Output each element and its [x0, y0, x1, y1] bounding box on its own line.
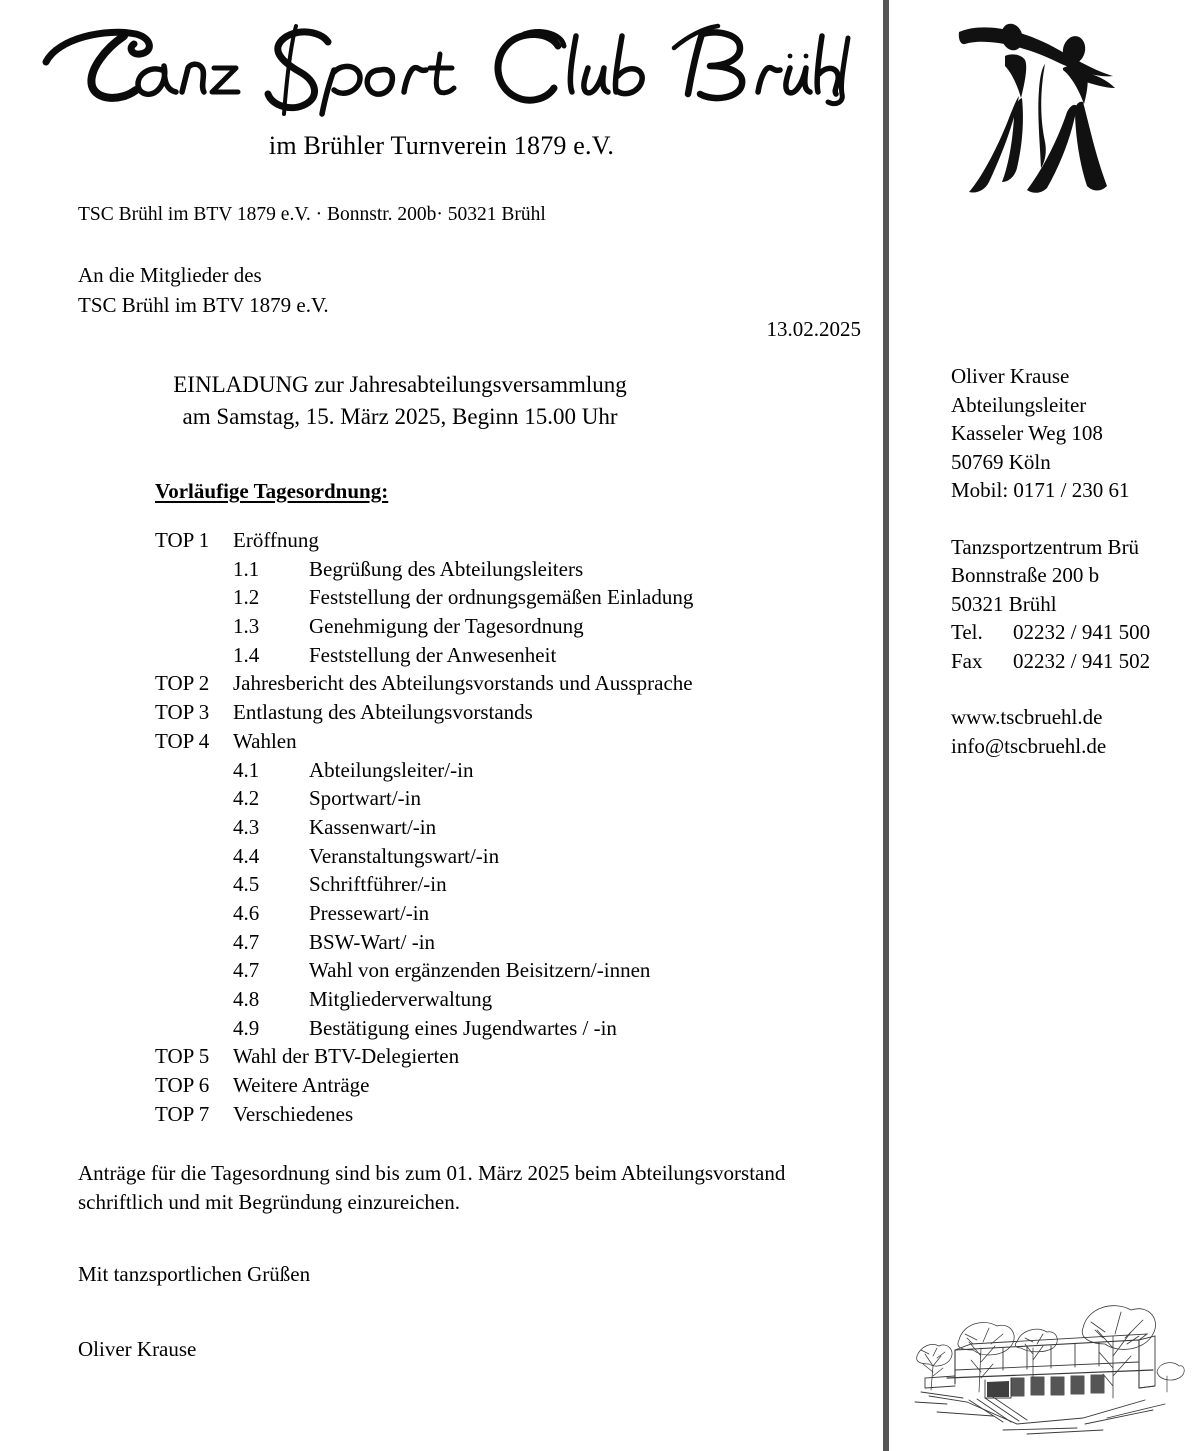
club-subtitle: im Brühler Turnverein 1879 e.V.	[268, 131, 615, 160]
agenda-sub-label: Schriftführer/-in	[309, 872, 447, 897]
agenda-top-item	[155, 1044, 855, 1073]
agenda-sub-item	[155, 815, 855, 844]
agenda-sub-item	[155, 786, 855, 815]
agenda-top-number: TOP 1	[155, 528, 210, 552]
agenda-sub-label: Bestätigung eines Jugendwartes / -in	[309, 1015, 617, 1040]
agenda-sub-number: 4.1	[233, 757, 260, 782]
telephone-label: Tel.	[951, 620, 983, 644]
contact-person-street: Kasseler Weg 108	[951, 421, 1103, 445]
dancing-couple-icon	[955, 10, 1115, 200]
agenda-sub-number: 1.4	[233, 642, 260, 667]
agenda-top-label: Entlastung des Abteilungsvorstands	[233, 700, 533, 725]
venue-street: Bonnstraße 200 b	[951, 563, 1100, 587]
sidebar-column	[889, 0, 1192, 1451]
agenda-sub-number: 4.2	[233, 786, 260, 811]
agenda-sub-label: Mitgliederverwaltung	[309, 987, 493, 1011]
agenda-sub-label: Kassenwart/-in	[309, 814, 437, 839]
agenda-top-label: Wahl der BTV-Delegierten	[233, 1044, 460, 1069]
venue-name: Tanzsportzentrum Brü	[951, 534, 1140, 559]
agenda-sub-number: 4.7	[233, 958, 260, 983]
agenda-sub-item	[155, 758, 855, 787]
contact-person-role: Abteilungsleiter	[951, 392, 1087, 417]
website-link[interactable]: www.tscbruehl.de	[951, 705, 1103, 729]
agenda-sub-label: Pressewart/-in	[309, 900, 430, 925]
email-link[interactable]: info@tscbruehl.de	[951, 733, 1107, 758]
agenda-sub-item	[155, 987, 855, 1016]
agenda-sub-number: 4.5	[233, 872, 260, 897]
agenda-sub-item	[155, 643, 855, 672]
fax-value: 02232 / 941 502	[1013, 648, 1151, 673]
agenda-sub-number: 4.9	[233, 1015, 260, 1040]
invitation-heading	[0, 369, 800, 433]
agenda-top-number: TOP 6	[155, 1073, 210, 1098]
agenda-top-label: Weitere Anträge	[233, 1073, 370, 1098]
agenda-sub-item	[155, 930, 855, 959]
agenda-sub-item	[155, 958, 855, 987]
contact-information-block	[951, 362, 1192, 760]
venue-group	[951, 533, 1192, 676]
agenda-top-item	[155, 1102, 855, 1131]
invitation-line-2: am Samstag, 15. März 2025, Beginn 15.00 Uhr	[182, 404, 618, 429]
contact-person-city: 50769 Köln	[951, 449, 1051, 474]
agenda-sub-item	[155, 614, 855, 643]
agenda-top-number: TOP 3	[155, 700, 210, 725]
telephone-value: 02232 / 941 500	[1013, 620, 1151, 644]
agenda-sub-item	[155, 872, 855, 901]
regards-line: Mit tanzsportlichen Grüßen	[78, 1262, 311, 1286]
agenda-sub-item	[155, 901, 855, 930]
agenda-top-number: TOP 4	[155, 728, 210, 753]
agenda-sub-label: Sportwart/-in	[309, 786, 421, 811]
agenda-sub-label: Veranstaltungswart/-in	[309, 843, 500, 868]
agenda-top-label: Eröffnung	[233, 528, 319, 552]
agenda-top-item	[155, 528, 855, 557]
agenda-sub-number: 4.4	[233, 843, 260, 868]
letter-date: 13.02.2025	[766, 317, 861, 341]
contact-person-name: Oliver Krause	[951, 364, 1070, 388]
venue-city: 50321 Brühl	[951, 591, 1057, 616]
venue-telephone	[951, 618, 1192, 647]
addressee-line-2: TSC Brühl im BTV 1879 e.V.	[78, 293, 329, 317]
agenda-sub-item	[155, 844, 855, 873]
agenda-sub-label: Genehmigung der Tagesordnung	[309, 614, 584, 639]
tanzsport-club-bruehl-wordmark-logo	[28, 18, 858, 118]
addressee-block	[78, 260, 329, 320]
agenda-title: Vorläufige Tagesordnung:	[155, 479, 389, 503]
agenda-sub-label: Begrüßung des Abteilungsleiters	[309, 556, 584, 581]
agenda-top-item	[155, 700, 855, 729]
contact-person-group	[951, 362, 1192, 505]
contact-person-mobile: Mobil: 0171 / 230 61	[951, 478, 1130, 502]
agenda-sub-label: Feststellung der ordnungsgemäßen Einladung	[309, 585, 694, 610]
signature-name: Oliver Krause	[78, 1337, 197, 1361]
fax-label: Fax	[951, 648, 983, 673]
agenda-sub-label: BSW-Wart/ -in	[309, 929, 436, 954]
agenda-top-item	[155, 671, 855, 700]
wordmark-script-icon	[28, 18, 858, 118]
agenda-sub-label: Wahl von ergänzenden Beisitzern/-innen	[309, 958, 651, 983]
addressee-line-1: An die Mitglieder des	[78, 263, 262, 287]
dancing-couple-silhouette-icon	[955, 10, 1115, 200]
web-group	[951, 703, 1192, 760]
agenda-list	[155, 528, 855, 1130]
venue-fax	[951, 647, 1192, 676]
agenda-sub-number: 1.3	[233, 614, 260, 639]
agenda-sub-number: 1.1	[233, 556, 260, 581]
clubhouse-line-drawing-icon	[907, 1292, 1189, 1442]
agenda-sub-item	[155, 557, 855, 586]
agenda-top-label: Verschiedenes	[233, 1101, 354, 1126]
agenda-top-number: TOP 7	[155, 1101, 210, 1126]
agenda-top-item	[155, 729, 855, 758]
invitation-line-1: EINLADUNG zur Jahresabteilungsversammlung	[173, 372, 627, 397]
agenda-sub-number: 4.8	[233, 987, 260, 1011]
clubhouse-sketch-image	[907, 1292, 1189, 1442]
agenda-top-number: TOP 2	[155, 671, 210, 696]
agenda-sub-item	[155, 1016, 855, 1045]
agenda-sub-number: 1.2	[233, 585, 260, 610]
agenda-sub-item	[155, 585, 855, 614]
agenda-top-label: Jahresbericht des Abteilungsvorstands und Aussprache	[233, 671, 693, 696]
closing-paragraph: Anträge für die Tagesordnung sind bis zum 01. März 2025 beim Abteilungsvorstand schriftlich und mit Begründung einzureichen.	[78, 1161, 786, 1214]
agenda-sub-label: Feststellung der Anwesenheit	[309, 642, 557, 667]
sender-address-line: TSC Brühl im BTV 1879 e.V. · Bonnstr. 200b· 50321 Brühl	[78, 204, 546, 225]
agenda-top-item	[155, 1073, 855, 1102]
agenda-sub-number: 4.6	[233, 900, 260, 925]
agenda-sub-number: 4.7	[233, 929, 260, 954]
agenda-sub-number: 4.3	[233, 814, 260, 839]
agenda-sub-label: Abteilungsleiter/-in	[309, 757, 474, 782]
agenda-top-label: Wahlen	[233, 728, 297, 753]
agenda-top-number: TOP 5	[155, 1044, 210, 1069]
